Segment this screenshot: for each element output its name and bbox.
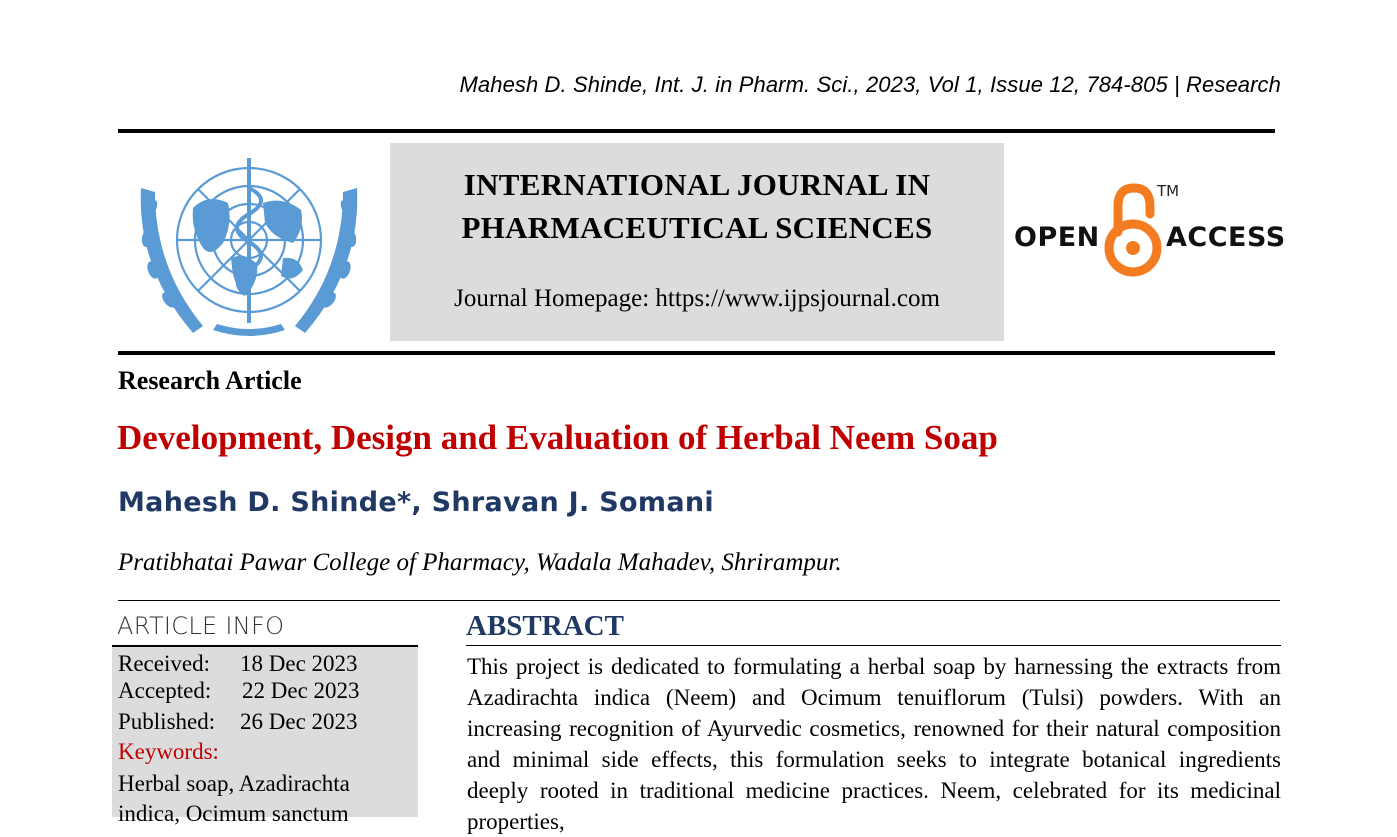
open-access-access-text: ACCESS <box>1166 222 1286 253</box>
received-date: 18 Dec 2023 <box>240 651 358 676</box>
open-access-lock-icon <box>1102 180 1164 280</box>
accepted-date: 22 Dec 2023 <box>242 678 360 703</box>
open-access-logo <box>1012 178 1286 282</box>
accepted-row <box>118 678 360 704</box>
published-row <box>118 709 358 735</box>
running-header: Mahesh D. Shinde, Int. J. in Pharm. Sci., 2023, Vol 1, Issue 12, 784-805 | Research <box>459 72 1281 97</box>
paper-authors: Mahesh D. Shinde*, Shravan J. Somani <box>118 487 714 518</box>
journal-name-line1: INTERNATIONAL JOURNAL IN <box>463 167 931 202</box>
journal-name <box>390 163 1004 249</box>
header-rule-top <box>118 129 1275 133</box>
journal-name-line2: PHARMACEUTICAL SCIENCES <box>461 210 933 245</box>
article-info-heading: ARTICLE INFO <box>117 612 285 640</box>
published-label: Published: <box>118 709 216 734</box>
received-label: Received: <box>118 651 210 676</box>
abstract-heading: ABSTRACT <box>466 610 624 642</box>
keywords-text: Herbal soap, Azadirachta indica, Ocimum sanctum <box>118 771 350 826</box>
author-affiliation: Pratibhatai Pawar College of Pharmacy, Wadala Mahadev, Shrirampur. <box>118 549 842 576</box>
article-type: Research Article <box>118 366 302 395</box>
abstract-text: This project is dedicated to formulating a herbal soap by harnessing the extracts from Azadirachta indica (Neem) and Ocimum tenuiflorum (Tulsi) powders. With an increasing recognition of Ayurvedic cosmetics, renowned for their natural composition and minimal side effects, this formulation seeks to integrate botanical ingredients deeply rooted in traditional medicine practices. Neem, celebrated for its medicinal properties, <box>467 654 1281 834</box>
published-date: 26 Dec 2023 <box>240 709 358 734</box>
open-access-open-text: OPEN <box>1014 222 1100 253</box>
received-row <box>118 651 358 677</box>
abstract-rule <box>466 645 1281 646</box>
header-rule-bottom <box>118 351 1275 355</box>
accepted-label: Accepted: <box>118 678 212 703</box>
journal-homepage[interactable]: Journal Homepage: https://www.ijpsjournal.com <box>454 285 940 312</box>
article-info-box <box>112 647 418 826</box>
who-emblem-logo <box>133 148 365 342</box>
open-access-tm: TM <box>1157 182 1180 200</box>
paper-title: Development, Design and Evaluation of Herbal Neem Soap <box>117 418 998 457</box>
section-divider <box>118 600 1280 601</box>
journal-title-box <box>390 143 1004 341</box>
keywords-label: Keywords: <box>118 739 219 764</box>
